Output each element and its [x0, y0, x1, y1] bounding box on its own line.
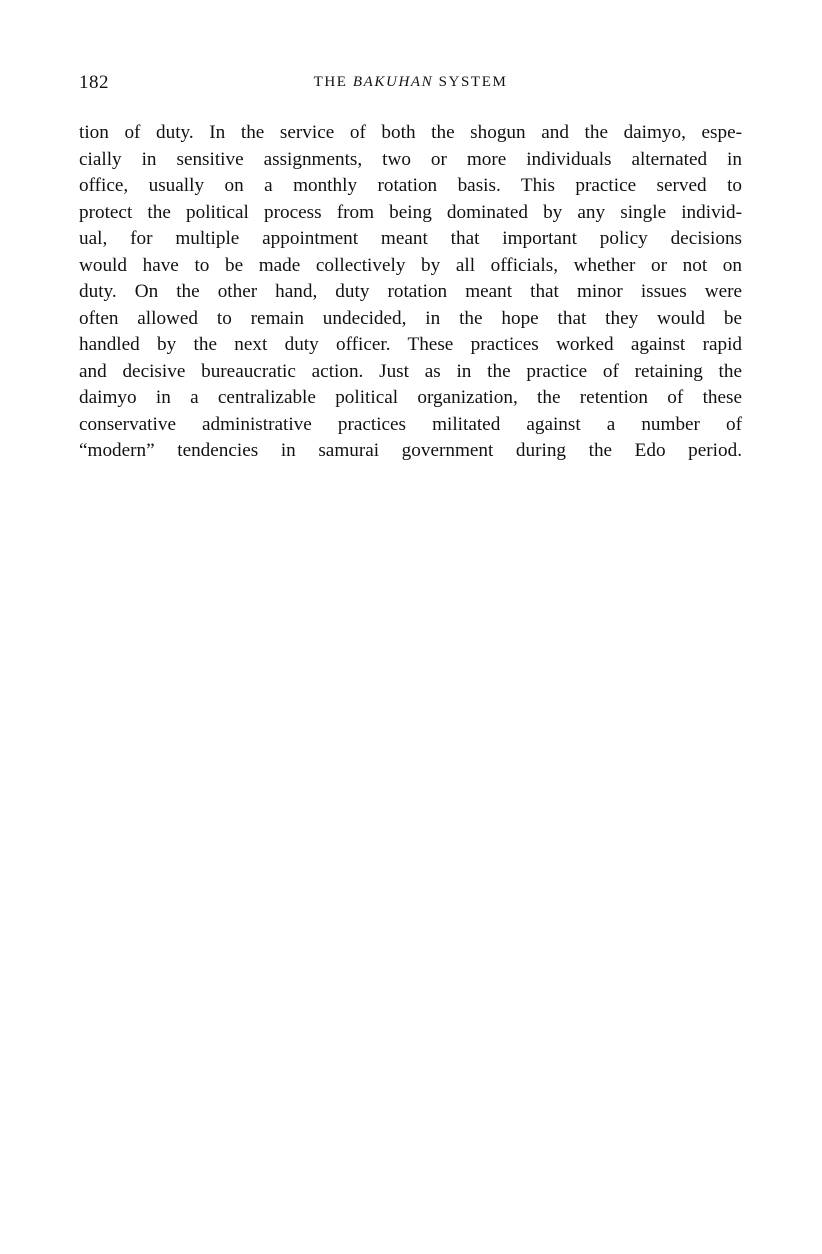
text-line: and decisive bureaucratic action. Just as in the practice of retaining the [79, 360, 742, 382]
text-line: office, usually on a monthly rotation basis. This practice served to [79, 175, 742, 196]
text-line: “modern” tendencies in samurai government during the Edo period. [79, 440, 742, 461]
running-head [79, 72, 742, 98]
text-line: handled by the next duty officer. These practices worked against rapid [79, 334, 742, 355]
running-title-prefix: THE [313, 74, 353, 90]
page-number: 182 [79, 72, 109, 93]
text-line: daimyo in a centralizable political organization, the retention of these [79, 387, 742, 408]
running-title [79, 74, 742, 91]
body-paragraph [79, 120, 742, 465]
text-line: ual, for multiple appointment meant that important policy decisions [79, 228, 742, 249]
text-line: duty. On the other hand, duty rotation meant that minor issues were [79, 281, 742, 302]
text-line: would have to be made collectively by all officials, whether or not on [79, 254, 742, 276]
running-title-suffix: SYSTEM [433, 74, 508, 90]
running-title-italic: BAKUHAN [352, 74, 434, 90]
text-line: often allowed to remain undecided, in the hope that they would be [79, 307, 742, 329]
text-line: tion of duty. In the service of both the shogun and the daimyo, espe- [79, 122, 742, 143]
text-line: protect the political process from being dominated by any single individ- [79, 201, 742, 223]
text-line: conservative administrative practices militated against a number of [79, 413, 742, 435]
text-line: cially in sensitive assignments, two or more individuals alternated in [79, 148, 742, 170]
